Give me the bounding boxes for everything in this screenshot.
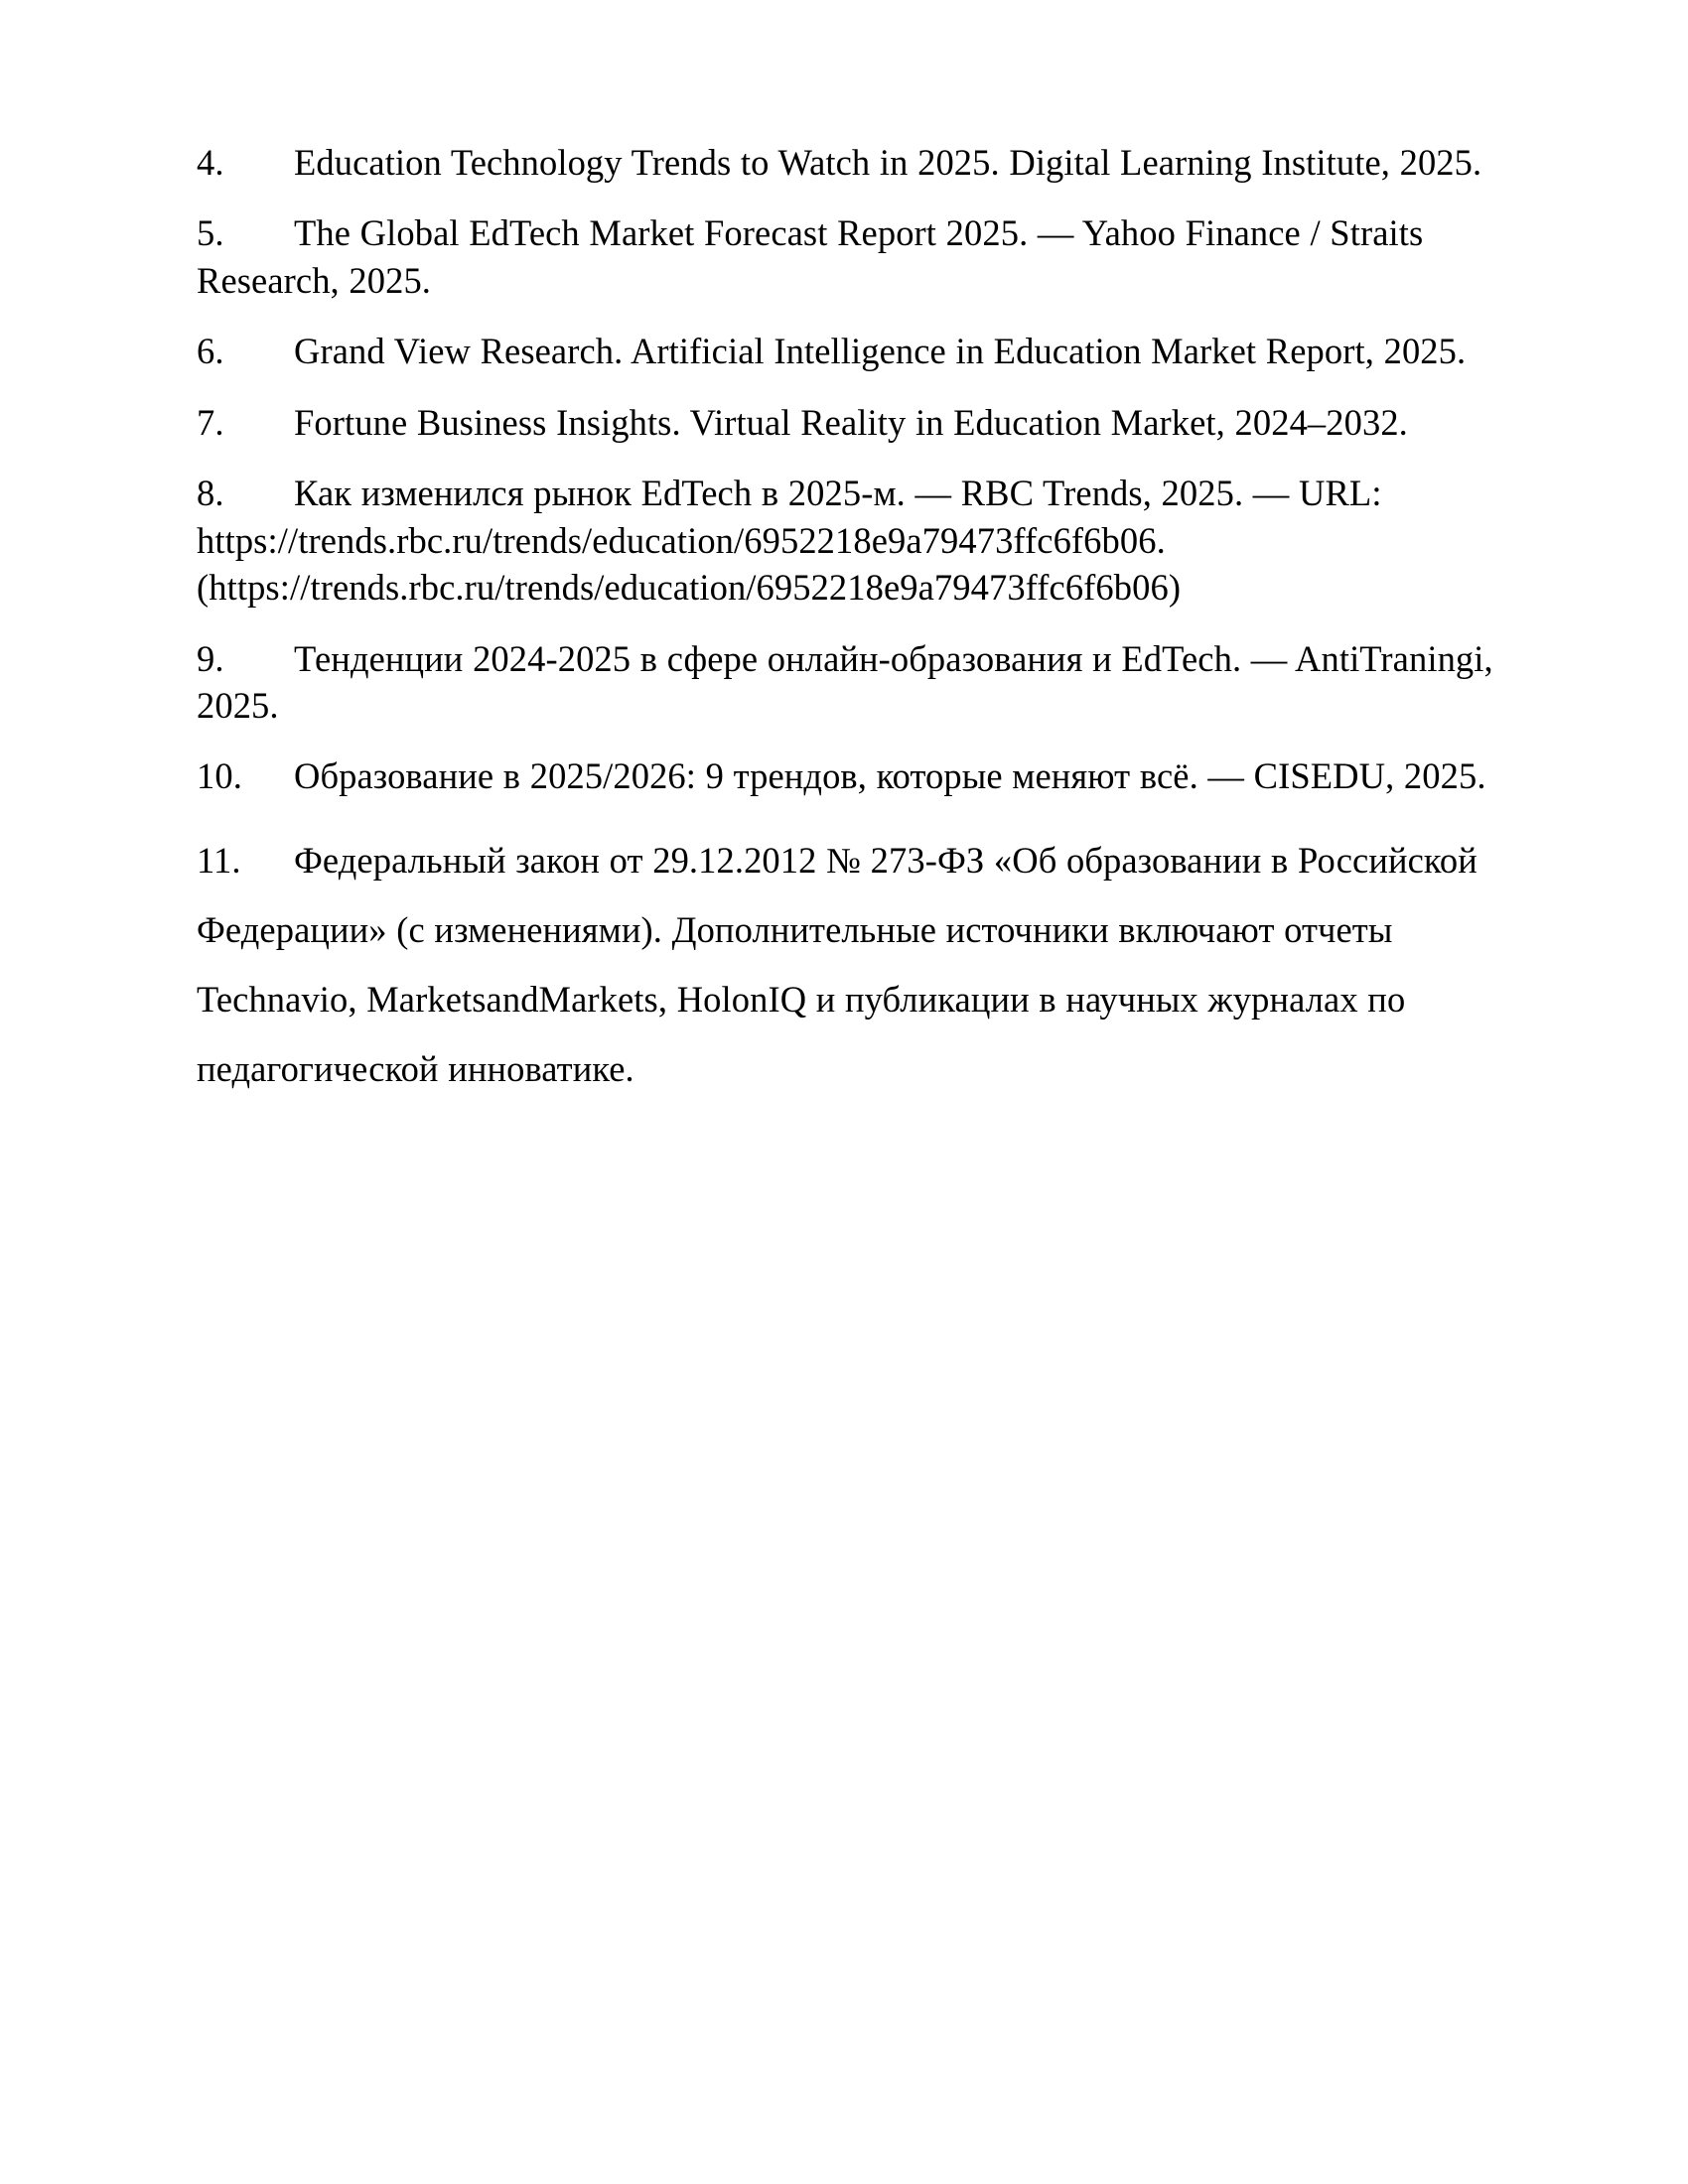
reference-number: 6. — [197, 331, 224, 372]
reference-text: Федеральный закон от 29.12.2012 № 273-ФЗ «Об образовании в Российской Федерации» (с изменениями). Дополнительные источники включают отчеты Technavio, MarketsandMarkets, HolonIQ и публикации в научных журналах по педагогической инноватике. — [197, 839, 1477, 1090]
reference-text: Как изменился рынок EdTech в 2025-м. — RBC Trends, 2025. — URL: https://trends.rbc.ru/trends/education/6952218e9a79473ffc6f6b06. (https://trends.rbc.ru/trends/education/6952218e9a79473ffc6f6b06) — [197, 473, 1382, 609]
reference-text: Fortune Business Insights. Virtual Reality in Education Market, 2024–2032. — [294, 401, 1408, 443]
reference-number: 5. — [197, 212, 224, 254]
reference-entry — [197, 752, 1497, 799]
reference-number: 4. — [197, 142, 224, 183]
reference-number: 9. — [197, 637, 224, 679]
reference-entry — [197, 635, 1497, 730]
reference-text: The Global EdTech Market Forecast Report 2025. — Yahoo Finance / Straits Research, 2025. — [197, 212, 1424, 301]
reference-number: 8. — [197, 473, 224, 514]
reference-number: 10. — [197, 755, 242, 797]
reference-text: Образование в 2025/2026: 9 трендов, которые меняют всё. — CISEDU, 2025. — [294, 755, 1486, 797]
reference-text: Grand View Research. Artificial Intelligence in Education Market Report, 2025. — [294, 331, 1467, 372]
reference-text: Education Technology Trends to Watch in 2025. Digital Learning Institute, 2025. — [294, 142, 1482, 183]
reference-number: 11. — [197, 839, 241, 881]
reference-entry — [197, 209, 1497, 304]
reference-entry — [197, 328, 1497, 374]
reference-list — [197, 139, 1497, 1104]
reference-number: 7. — [197, 401, 224, 443]
reference-entry — [197, 470, 1497, 611]
reference-entry — [197, 399, 1497, 446]
reference-entry — [197, 826, 1497, 1104]
reference-text: Тенденции 2024-2025 в сфере онлайн-образования и EdTech. — AntiTraningi, 2025. — [197, 637, 1493, 726]
reference-entry — [197, 139, 1497, 186]
